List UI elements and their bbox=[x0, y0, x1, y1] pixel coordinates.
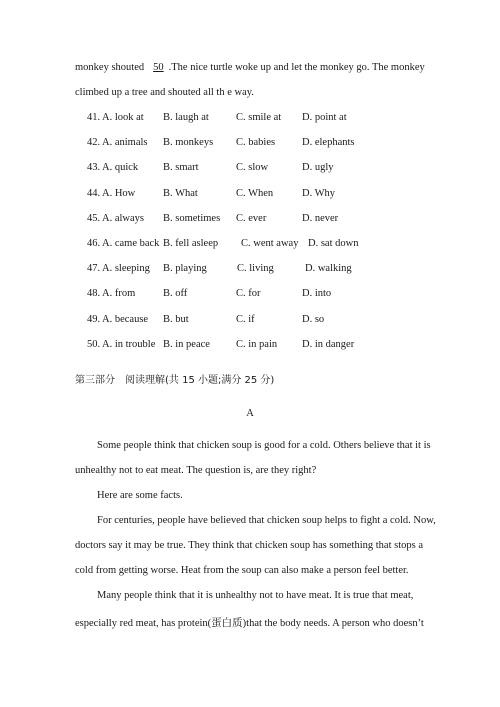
option-a: A. came back bbox=[102, 238, 160, 249]
paragraph-line: cold from getting worse. Heat from the soup can also make a person feel better. bbox=[75, 565, 409, 576]
option-d: D. elephants bbox=[302, 137, 355, 149]
answer-blank: 50 bbox=[153, 62, 164, 73]
option-b: B. but bbox=[163, 313, 189, 325]
question-number: 45. bbox=[87, 212, 101, 224]
option-d: D. so bbox=[302, 313, 325, 325]
option-c: C. if bbox=[236, 313, 255, 325]
option-d: D. sat down bbox=[308, 238, 359, 249]
question-number: 46. bbox=[87, 238, 101, 249]
option-d: D. in danger bbox=[302, 338, 355, 350]
paragraph-line: Here are some facts. bbox=[97, 490, 183, 501]
question-number: 44. bbox=[87, 187, 101, 199]
option-c: C. in pain bbox=[236, 338, 278, 350]
option-b: B. What bbox=[163, 187, 198, 199]
option-a: A. animals bbox=[102, 137, 148, 149]
question-number: 43. bbox=[87, 162, 101, 174]
question-number: 41. bbox=[87, 112, 101, 123]
paragraph-line: especially red meat, has protein(蛋白质)that the body needs. A person who doesn’t bbox=[75, 618, 424, 629]
option-c: C. for bbox=[236, 288, 261, 300]
option-a: A. always bbox=[102, 212, 144, 224]
passage-text: .The nice turtle woke up and let the monkey go. The monkey bbox=[168, 62, 425, 73]
option-c: C. went away bbox=[241, 238, 299, 249]
passage-text: monkey shouted bbox=[75, 62, 145, 73]
option-a: A. because bbox=[102, 313, 149, 325]
option-d: D. walking bbox=[305, 263, 352, 275]
option-a: A. quick bbox=[102, 162, 139, 174]
option-d: D. Why bbox=[302, 187, 336, 199]
paragraph-line: doctors say it may be true. They think that chicken soup has something that stops a bbox=[75, 540, 423, 551]
option-c: C. ever bbox=[236, 212, 267, 224]
passage-top-line-1 bbox=[75, 61, 425, 75]
option-c: C. living bbox=[237, 263, 274, 275]
option-b: B. monkeys bbox=[163, 137, 214, 149]
option-b: B. in peace bbox=[163, 338, 210, 350]
option-b: B. off bbox=[163, 288, 188, 300]
option-a: A. from bbox=[102, 288, 136, 300]
paragraph-line: Many people think that it is unhealthy not to have meat. It is true that meat, bbox=[97, 590, 414, 601]
option-c: C. babies bbox=[236, 137, 276, 149]
paragraph-line: unhealthy not to eat meat. The question is, are they right? bbox=[75, 465, 317, 476]
option-a: A. in trouble bbox=[102, 338, 156, 350]
option-a: A. look at bbox=[102, 112, 144, 123]
question-number: 42. bbox=[87, 137, 101, 149]
option-d: D. point at bbox=[302, 112, 347, 123]
option-c: C. smile at bbox=[236, 112, 282, 123]
option-b: B. smart bbox=[163, 162, 199, 174]
option-d: D. into bbox=[302, 288, 332, 300]
paragraph-line: For centuries, people have believed that chicken soup helps to fight a cold. Now, bbox=[97, 515, 436, 526]
option-a: A. How bbox=[102, 187, 136, 199]
option-b: B. fell asleep bbox=[163, 238, 219, 249]
option-c: C. When bbox=[236, 187, 274, 199]
option-b: B. playing bbox=[163, 263, 207, 275]
question-number: 50. bbox=[87, 338, 101, 350]
section-heading: 第三部分 阅读理解(共 15 小题;满分 25 分) bbox=[75, 375, 275, 386]
passage-label: A bbox=[246, 408, 254, 419]
passage-top-line-2: climbed up a tree and shouted all th e way. bbox=[75, 87, 254, 98]
paragraph-line: Some people think that chicken soup is good for a cold. Others believe that it is bbox=[97, 440, 431, 451]
option-c: C. slow bbox=[236, 162, 269, 174]
question-number: 47. bbox=[87, 263, 101, 275]
option-a: A. sleeping bbox=[102, 263, 150, 275]
question-number: 48. bbox=[87, 288, 101, 300]
option-d: D. ugly bbox=[302, 162, 334, 174]
option-d: D. never bbox=[302, 212, 339, 224]
option-b: B. sometimes bbox=[163, 212, 221, 224]
question-number: 49. bbox=[87, 313, 101, 325]
option-b: B. laugh at bbox=[163, 112, 209, 123]
